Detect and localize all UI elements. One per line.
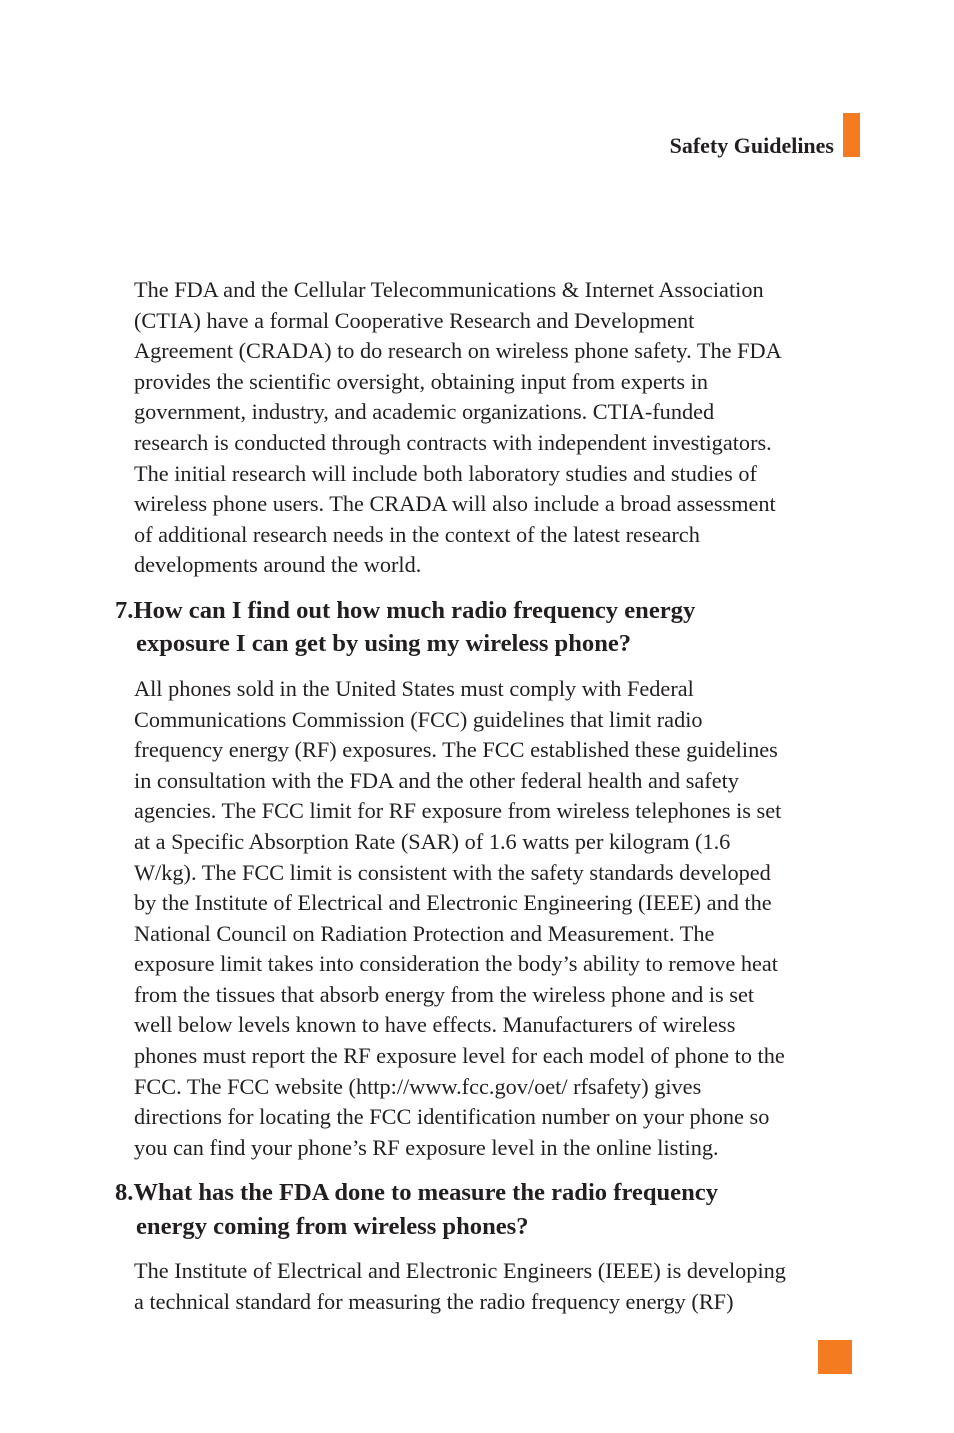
text-line: National Council on Radiation Protection and Measurement. The: [134, 920, 715, 946]
section-title: Safety Guidelines: [669, 133, 834, 158]
text-line: phones must report the RF exposure level for each model of phone to the: [134, 1043, 785, 1069]
text-line: exposure I can get by using my wireless phone?: [136, 630, 632, 658]
text-line: developments around the world.: [134, 552, 422, 578]
text-line: All phones sold in the United States must comply with Federal: [134, 675, 694, 701]
text-line: The initial research will include both laboratory studies and studies of: [134, 460, 757, 486]
text-line: you can find your phone’s RF exposure level in the online listing.: [134, 1134, 719, 1160]
text-line: 7.How can I find out how much radio frequency energy: [115, 596, 696, 624]
paragraph-ieee-standard: [134, 1256, 858, 1317]
text-line: a technical standard for measuring the radio frequency energy (RF): [134, 1289, 734, 1315]
text-line: well below levels known to have effects. Manufacturers of wireless: [134, 1012, 736, 1038]
page-content: [115, 275, 858, 1318]
text-line: energy coming from wireless phones?: [136, 1212, 529, 1240]
text-line: Communications Commission (FCC) guidelines that limit radio: [134, 706, 703, 732]
text-line: The Institute of Electrical and Electronic Engineers (IEEE) is developing: [134, 1258, 786, 1284]
text-line: frequency energy (RF) exposures. The FCC established these guidelines: [134, 737, 778, 763]
text-line: agencies. The FCC limit for RF exposure from wireless telephones is set: [134, 798, 782, 824]
text-line: 8.What has the FDA done to measure the radio frequency: [115, 1179, 718, 1207]
text-line: of additional research needs in the context of the latest research: [134, 521, 700, 547]
text-line: research is conducted through contracts with independent investigators.: [134, 429, 772, 455]
question-7-heading: [115, 594, 858, 661]
text-line: in consultation with the FDA and the other federal health and safety: [134, 767, 739, 793]
text-line: Agreement (CRADA) to do research on wireless phone safety. The FDA: [134, 338, 782, 364]
text-line: directions for locating the FCC identification number on your phone so: [134, 1104, 770, 1130]
text-line: provides the scientific oversight, obtaining input from experts in: [134, 368, 709, 394]
paragraph-fda-ctia: [134, 275, 858, 581]
text-line: FCC. The FCC website (http://www.fcc.gov/oet/ rfsafety) gives: [134, 1073, 702, 1099]
text-line: (CTIA) have a formal Cooperative Research and Development: [134, 307, 695, 333]
text-line: by the Institute of Electrical and Electronic Engineering (IEEE) and the: [134, 890, 772, 916]
page-corner-marker: [818, 1340, 852, 1374]
text-line: government, industry, and academic organizations. CTIA-funded: [134, 399, 715, 425]
text-line: exposure limit takes into consideration the body’s ability to remove heat: [134, 951, 778, 977]
text-line: The FDA and the Cellular Telecommunications & Internet Association: [134, 277, 764, 302]
question-8-heading: [115, 1176, 858, 1243]
text-line: wireless phone users. The CRADA will also include a broad assessment: [134, 491, 776, 517]
section-tab-marker: [843, 113, 860, 157]
text-line: W/kg). The FCC limit is consistent with the safety standards developed: [134, 859, 771, 885]
text-line: from the tissues that absorb energy from the wireless phone and is set: [134, 981, 755, 1007]
paragraph-fcc-limits: [134, 674, 858, 1164]
text-line: at a Specific Absorption Rate (SAR) of 1.6 watts per kilogram (1.6: [134, 828, 731, 854]
